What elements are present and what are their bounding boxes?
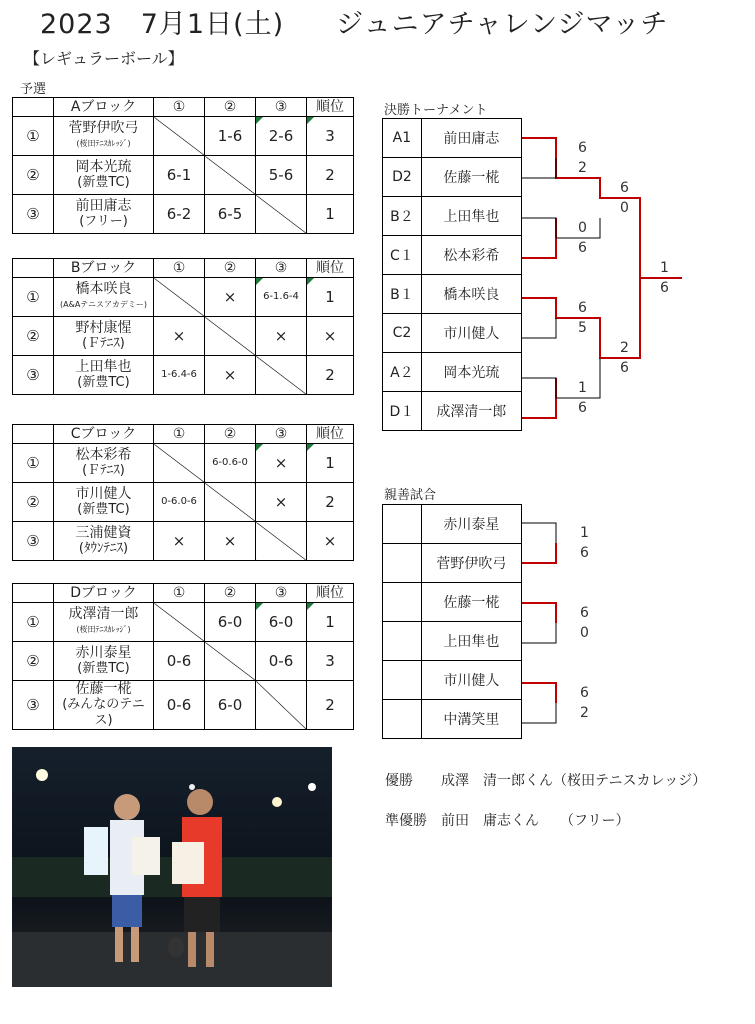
match-score: 0-6 bbox=[256, 642, 307, 681]
match-score-bottom: 5 bbox=[578, 320, 587, 336]
rank-cell: × bbox=[307, 522, 354, 561]
match-score: 1-6.4-6 bbox=[154, 356, 205, 395]
player-number: ② bbox=[13, 156, 54, 195]
col-header: ② bbox=[205, 425, 256, 444]
col-header: ③ bbox=[256, 425, 307, 444]
match-score-top: 1 bbox=[660, 260, 669, 276]
match-score: 6-0 bbox=[205, 603, 256, 642]
match-score-bottom: 6 bbox=[660, 280, 669, 296]
bracket-player: 市川健人 bbox=[421, 314, 521, 353]
col-header: ① bbox=[154, 98, 205, 117]
match-score-bottom: 0 bbox=[580, 625, 589, 641]
player-name: 岡本光琉 bbox=[75, 159, 132, 175]
col-header: 順位 bbox=[307, 259, 354, 278]
player-name: 松本彩希 bbox=[75, 447, 132, 463]
match-score: 6-1.6-4 bbox=[256, 278, 307, 317]
match-score: 6-0.6-0 bbox=[205, 444, 256, 483]
match-score: × bbox=[205, 356, 256, 395]
seed-label: B１ bbox=[383, 275, 422, 314]
match-score-top: 6 bbox=[578, 300, 587, 316]
player-number: ① bbox=[13, 444, 54, 483]
match-score-bottom: 6 bbox=[578, 400, 587, 416]
rank-cell: 1 bbox=[307, 444, 354, 483]
player-number: ① bbox=[13, 278, 54, 317]
player-number: ② bbox=[13, 317, 54, 356]
rank-cell: 3 bbox=[307, 117, 354, 156]
bracket-player: 上田隼也 bbox=[421, 197, 521, 236]
friendly-title: 親善試合 bbox=[384, 488, 437, 503]
player-name: 三浦健資 bbox=[75, 525, 132, 541]
player-number: ② bbox=[13, 642, 54, 681]
seed-label: B２ bbox=[383, 197, 422, 236]
match-score-top: 6 bbox=[620, 180, 629, 196]
friendly-player: 市川健人 bbox=[421, 661, 521, 700]
player-club: (桜田ﾃﾆｽｶﾚｯｼﾞ) bbox=[76, 625, 131, 634]
match-score-top: 1 bbox=[580, 525, 589, 541]
match-score: 0-6 bbox=[154, 681, 205, 730]
match-score: × bbox=[256, 483, 307, 522]
seed-label: C2 bbox=[383, 314, 422, 353]
rank-cell: 3 bbox=[307, 642, 354, 681]
col-header: ③ bbox=[256, 259, 307, 278]
player-name: 橋本咲良 bbox=[75, 281, 132, 297]
player-club: (みんなのテニス) bbox=[62, 697, 145, 728]
friendly-player: 上田隼也 bbox=[421, 622, 521, 661]
player-club: (桜田ﾃﾆｽｶﾚｯｼﾞ) bbox=[76, 139, 131, 148]
col-header: 順位 bbox=[307, 425, 354, 444]
match-score: × bbox=[256, 317, 307, 356]
match-score-bottom: 6 bbox=[580, 545, 589, 561]
match-score: × bbox=[154, 522, 205, 561]
col-header: 順位 bbox=[307, 584, 354, 603]
player-club: (フリー) bbox=[79, 214, 128, 229]
player-name: 佐藤一椛 bbox=[75, 681, 132, 697]
friendly-player: 中溝笑里 bbox=[421, 700, 521, 739]
col-header: 順位 bbox=[307, 98, 354, 117]
match-score-bottom: 0 bbox=[620, 200, 629, 216]
seed-label: C１ bbox=[383, 236, 422, 275]
match-score: 6-2 bbox=[154, 195, 205, 234]
player-number: ① bbox=[13, 117, 54, 156]
rank-cell: 1 bbox=[307, 195, 354, 234]
match-score-bottom: 2 bbox=[578, 160, 587, 176]
match-score: 0-6.0-6 bbox=[154, 483, 205, 522]
bracket-player: 成澤清一郎 bbox=[421, 392, 521, 431]
player-club: (ﾀｳﾝﾃﾆｽ) bbox=[78, 541, 129, 556]
match-score: × bbox=[154, 317, 205, 356]
ball-category: 【レギュラーボール】 bbox=[24, 49, 184, 68]
player-number: ③ bbox=[13, 522, 54, 561]
col-header: ② bbox=[205, 98, 256, 117]
seed-label: A２ bbox=[383, 353, 422, 392]
bracket-player: 佐藤一椛 bbox=[421, 158, 521, 197]
runnerup-text: 準優勝 前田 庸志くん （フリー） bbox=[385, 813, 630, 829]
player-number: ③ bbox=[13, 356, 54, 395]
player-name: 菅野伊吹弓 bbox=[68, 120, 139, 136]
event-date: 2023 7月1日(土) bbox=[40, 9, 285, 40]
col-header: ③ bbox=[256, 584, 307, 603]
player-club: (新豊TC) bbox=[77, 502, 130, 517]
bracket-player: 橋本咲良 bbox=[421, 275, 521, 314]
col-header: ② bbox=[205, 259, 256, 278]
rank-cell: × bbox=[307, 317, 354, 356]
block-name: Cブロック bbox=[54, 425, 154, 444]
player-name: 赤川泰星 bbox=[75, 645, 132, 661]
match-score: 0-6 bbox=[154, 642, 205, 681]
event-name: ジュニアチャレンジマッチ bbox=[336, 9, 669, 40]
match-score-bottom: 6 bbox=[620, 360, 629, 376]
match-score-top: 6 bbox=[580, 685, 589, 701]
friendly-player: 佐藤一椛 bbox=[421, 583, 521, 622]
match-score-bottom: 6 bbox=[578, 240, 587, 256]
rank-cell: 1 bbox=[307, 603, 354, 642]
col-header: ① bbox=[154, 425, 205, 444]
player-number: ③ bbox=[13, 195, 54, 234]
friendly-player: 菅野伊吹弓 bbox=[421, 544, 521, 583]
seed-label: A1 bbox=[383, 119, 422, 158]
col-header: ① bbox=[154, 259, 205, 278]
block-name: Dブロック bbox=[54, 584, 154, 603]
match-score: × bbox=[205, 522, 256, 561]
bracket-player: 岡本光琉 bbox=[421, 353, 521, 392]
block-name: Aブロック bbox=[54, 98, 154, 117]
match-score: 6-5 bbox=[205, 195, 256, 234]
winner-text: 優勝 成澤 清一郎くん（桜田テニスカレッジ） bbox=[385, 773, 707, 789]
rank-cell: 2 bbox=[307, 483, 354, 522]
match-score-top: 6 bbox=[580, 605, 589, 621]
seed-label: D１ bbox=[383, 392, 422, 431]
match-score-top: 6 bbox=[578, 140, 587, 156]
match-score-top: 0 bbox=[578, 220, 587, 236]
rank-cell: 1 bbox=[307, 278, 354, 317]
match-score: × bbox=[205, 278, 256, 317]
player-club: (Ｆﾃﾆｽ) bbox=[82, 336, 125, 351]
col-header: ③ bbox=[256, 98, 307, 117]
player-club: (新豊TC) bbox=[77, 661, 130, 676]
player-number: ② bbox=[13, 483, 54, 522]
rank-cell: 2 bbox=[307, 681, 354, 730]
match-score: 6-1 bbox=[154, 156, 205, 195]
bracket-player: 前田庸志 bbox=[421, 119, 521, 158]
match-score: 6-0 bbox=[205, 681, 256, 730]
player-number: ① bbox=[13, 603, 54, 642]
player-name: 市川健人 bbox=[75, 486, 132, 502]
rank-cell: 2 bbox=[307, 356, 354, 395]
col-header: ② bbox=[205, 584, 256, 603]
player-club: (新豊TC) bbox=[77, 175, 130, 190]
friendly-player: 赤川泰星 bbox=[421, 505, 521, 544]
col-header: ① bbox=[154, 584, 205, 603]
player-name: 前田庸志 bbox=[75, 198, 132, 214]
match-score: × bbox=[256, 444, 307, 483]
match-score: 2-6 bbox=[256, 117, 307, 156]
player-club: (新豊TC) bbox=[77, 375, 130, 390]
rank-cell: 2 bbox=[307, 156, 354, 195]
match-score: 6-0 bbox=[256, 603, 307, 642]
knockout-title: 決勝トーナメント bbox=[384, 103, 488, 118]
bracket-player: 松本彩希 bbox=[421, 236, 521, 275]
match-score-bottom: 2 bbox=[580, 705, 589, 721]
seed-label: D2 bbox=[383, 158, 422, 197]
prelim-label: 予選 bbox=[20, 82, 47, 97]
player-number: ③ bbox=[13, 681, 54, 730]
match-score: 5-6 bbox=[256, 156, 307, 195]
match-score-top: 2 bbox=[620, 340, 629, 356]
match-score: 1-6 bbox=[205, 117, 256, 156]
player-name: 成澤清一郎 bbox=[68, 606, 139, 622]
block-name: Bブロック bbox=[54, 259, 154, 278]
award-photo bbox=[12, 747, 332, 987]
player-name: 上田隼也 bbox=[75, 359, 132, 375]
match-score-top: 1 bbox=[578, 380, 587, 396]
player-club: (A&Aテニスアカデミー) bbox=[59, 300, 148, 309]
player-name: 野村康惺 bbox=[75, 320, 132, 336]
player-club: (Ｆﾃﾆｽ) bbox=[82, 463, 125, 478]
